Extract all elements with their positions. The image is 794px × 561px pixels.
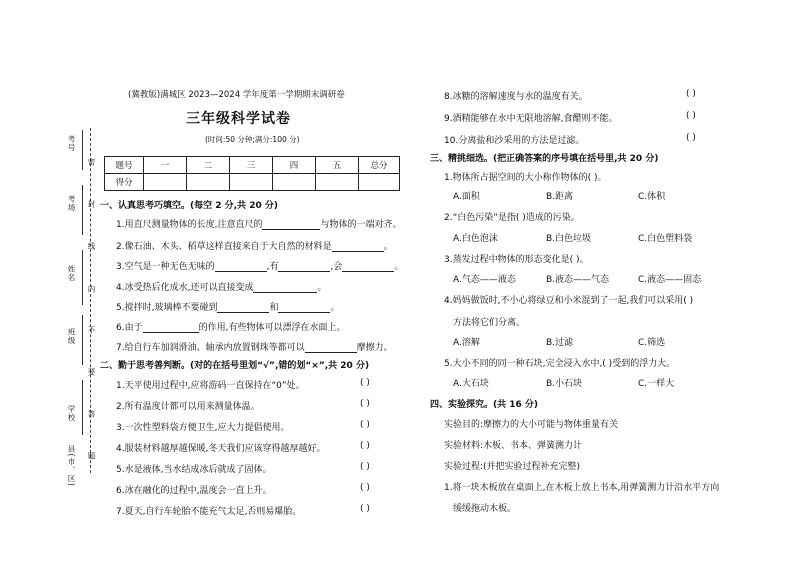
choice-option[interactable]: C.一样大: [638, 379, 675, 389]
seal-dashed-line: [90, 128, 91, 473]
experiment-step-1: 1.将一块木板放在桌面上,在木板上放上书本,用弹簧测力计沿水平方向: [444, 483, 720, 493]
score-cell[interactable]: [359, 174, 400, 191]
score-header-cell: 总分: [359, 157, 400, 174]
choice-option[interactable]: A.白色泡沫: [453, 234, 498, 244]
choice-option[interactable]: B.白色垃圾: [546, 234, 592, 244]
answer-paren[interactable]: ( ): [360, 420, 370, 430]
fill-blank[interactable]: [253, 283, 317, 293]
choice-question-5: 5.大小不同的同一种石块,完全浸入水中,( )受到的浮力大。: [444, 359, 676, 369]
fill-item-2: [116, 239, 393, 252]
score-cell[interactable]: [187, 174, 230, 191]
choice-question-2: 2.“白色污染”是指( )造成的污染。: [444, 213, 580, 223]
choice-option[interactable]: B.小石块: [546, 379, 583, 389]
exam-subtitle: (冀教版)满城区 2023—2024 学年度第一学期期末调研卷: [128, 90, 345, 100]
seal-char: 不: [87, 326, 96, 335]
judge-item-4: 4.服装材料越厚越保暖,冬天我们应该穿得越厚越好。: [116, 444, 326, 454]
choice-question-3: 3.蒸发过程中物体的形态变化是( )。: [444, 255, 589, 265]
judge-item-8: 8.冰糖的溶解速度与水的温度有关。: [444, 92, 588, 102]
exam-meta: (时间:50 分钟;满分:100 分): [205, 135, 300, 144]
fill-text: 。: [394, 262, 404, 272]
answer-paren[interactable]: ( ): [360, 399, 370, 409]
fill-text: 2.像石油、木头、稻草这样直接来自于大自然的材料是: [116, 242, 332, 252]
experiment-process: 实验过程:(并把实验过程补充完整): [444, 462, 581, 472]
choice-option[interactable]: B.液态——气态: [546, 275, 610, 285]
experiment-step-1-cont: 缓缓拖动木板。: [453, 504, 517, 514]
fill-blank[interactable]: [342, 262, 394, 272]
score-header-cell: 二: [187, 157, 230, 174]
exam-title: 三年级科学试卷: [186, 111, 291, 127]
field-class: 班级: [67, 328, 76, 345]
score-header-cell: 题号: [105, 157, 144, 174]
score-header-cell: 三: [230, 157, 273, 174]
field-exam-room: 考场: [67, 195, 76, 212]
score-cell[interactable]: [230, 174, 273, 191]
choice-option[interactable]: A.面积: [453, 192, 480, 202]
seal-char: 线: [87, 242, 96, 251]
fill-item-4: [116, 280, 326, 293]
fill-text: 。: [330, 303, 340, 313]
fill-item-5: [116, 300, 339, 313]
answer-paren[interactable]: ( ): [686, 133, 696, 143]
seal-char: 密: [87, 158, 96, 167]
score-table-header: [105, 157, 400, 174]
seal-char: 内: [87, 285, 96, 294]
experiment-purpose: 实验目的:摩擦力的大小可能与物体重量有关: [444, 420, 619, 430]
answer-paren[interactable]: ( ): [686, 89, 696, 99]
answer-paren[interactable]: ( ): [360, 462, 370, 472]
fill-text: 6.由于: [116, 323, 143, 333]
answer-paren[interactable]: ( ): [360, 378, 370, 388]
judge-item-3: 3.一次性塑料袋方便卫生,应大力提倡使用。: [116, 423, 290, 433]
judge-item-6: 6.冰在融化的过程中,温度会一直上升。: [116, 486, 272, 496]
fill-text: ,会: [330, 262, 343, 272]
judge-item-1: 1.天平使用过程中,应将游码一直保持在“0”处。: [116, 381, 305, 391]
choice-question-1: 1.物体所占据空间的大小称作物体的( )。: [444, 173, 607, 183]
judge-item-5: 5.水是液体,当水结成冰后就成了固体。: [116, 465, 272, 475]
score-cell[interactable]: [144, 174, 187, 191]
fill-text: 1.用直尺测量物体的长度,注意直尺的: [116, 220, 263, 230]
seal-char: 答: [87, 410, 96, 419]
answer-paren[interactable]: ( ): [360, 504, 370, 514]
fill-item-3: [116, 259, 403, 272]
section1-title: 一、认真思考巧填空。(每空 2 分,共 20 分): [100, 201, 278, 211]
section4-title: 四、实验探究。(共 16 分): [430, 400, 539, 410]
seal-char: 题: [87, 452, 96, 461]
section3-title: 三、精挑细选。(把正确答案的序号填在括号里,共 20 分): [430, 154, 659, 164]
field-line: [82, 130, 83, 170]
choice-question-4-cont: 方法将它们分离。: [453, 318, 526, 328]
choice-option[interactable]: A.气态——液态: [453, 275, 516, 285]
choice-option[interactable]: C.筛选: [638, 338, 666, 348]
fill-item-1: [116, 217, 401, 230]
score-row-label: 得分: [105, 174, 144, 191]
fill-text: 3.空气是一种无色无味的: [116, 262, 215, 272]
fill-item-6: [116, 320, 345, 333]
fill-text: 和: [269, 303, 279, 313]
experiment-materials: 实验材料:木板、书本、弹簧测力计: [444, 441, 583, 451]
field-line: [82, 315, 83, 365]
fill-text: 7.给自行车加润滑油、轴承内放置钢珠等都可以: [116, 343, 305, 353]
judge-item-7: 7.夏天,自行车轮胎不能充气太足,否则易爆胎。: [116, 507, 302, 517]
answer-paren[interactable]: ( ): [360, 483, 370, 493]
score-header-cell: 一: [144, 157, 187, 174]
fill-text: 摩擦力。: [356, 343, 393, 353]
field-exam-no: 考号: [67, 135, 76, 152]
fill-blank[interactable]: [278, 303, 330, 313]
judge-item-2: 2.所有温度计都可以用来测量体温。: [116, 402, 260, 412]
field-name: 姓名: [67, 265, 76, 282]
section2-title: 二、勤于思考善判断。(对的在括号里划“√”,错的划“×”,共 20 分): [100, 361, 370, 371]
fill-blank[interactable]: [217, 303, 269, 313]
score-header-cell: 五: [316, 157, 359, 174]
fill-blank[interactable]: [262, 220, 320, 230]
fill-text: ,有: [266, 262, 279, 272]
fill-text: 。: [317, 283, 327, 293]
answer-paren[interactable]: ( ): [686, 111, 696, 121]
fill-blank[interactable]: [305, 343, 357, 353]
choice-option[interactable]: A.大石块: [453, 379, 489, 389]
fill-item-7: [116, 340, 393, 353]
score-header-cell: 四: [273, 157, 316, 174]
choice-option[interactable]: A.溶解: [453, 338, 480, 348]
seal-char: 要: [87, 368, 96, 377]
judge-item-10: 10.分离盐和沙采用的方法是过滤。: [444, 136, 585, 146]
choice-option[interactable]: C.白色塑料袋: [638, 234, 693, 244]
judge-item-9: 9.酒精能够在水中无限地溶解,食醋则不能。: [444, 114, 618, 124]
choice-option[interactable]: B.距离: [546, 192, 574, 202]
choice-question-4: 4.妈妈做饭时,不小心将绿豆和小米混到了一起,我们可以采用( ): [444, 296, 694, 306]
choice-option[interactable]: B.过滤: [546, 338, 574, 348]
fill-blank[interactable]: [215, 262, 267, 272]
field-line: [82, 185, 83, 235]
fill-text: 4.冰受热后化成水,还可以直接变成: [116, 283, 254, 293]
seal-char: 封: [87, 200, 96, 209]
fill-text: 与物体的一端对齐。: [320, 220, 402, 230]
field-school: 学校: [67, 405, 76, 422]
field-line: [82, 250, 83, 305]
score-table-row: [105, 174, 400, 191]
fill-text: 5.搅拌时,玻璃棒不要碰到: [116, 303, 218, 313]
fill-blank[interactable]: [278, 262, 330, 272]
fill-blank[interactable]: [143, 323, 199, 333]
fill-text: 的作用,有些物体可以漂浮在水面上。: [198, 323, 346, 333]
choice-option[interactable]: C.体积: [638, 192, 666, 202]
score-cell[interactable]: [273, 174, 316, 191]
score-table: [104, 156, 400, 191]
score-cell[interactable]: [316, 174, 359, 191]
fill-blank[interactable]: [332, 242, 384, 252]
fill-text: 。: [383, 242, 393, 252]
field-line: [82, 380, 83, 435]
field-county: 县(市、区): [67, 445, 76, 487]
choice-option[interactable]: C.液态——固态: [638, 275, 702, 285]
answer-paren[interactable]: ( ): [360, 441, 370, 451]
